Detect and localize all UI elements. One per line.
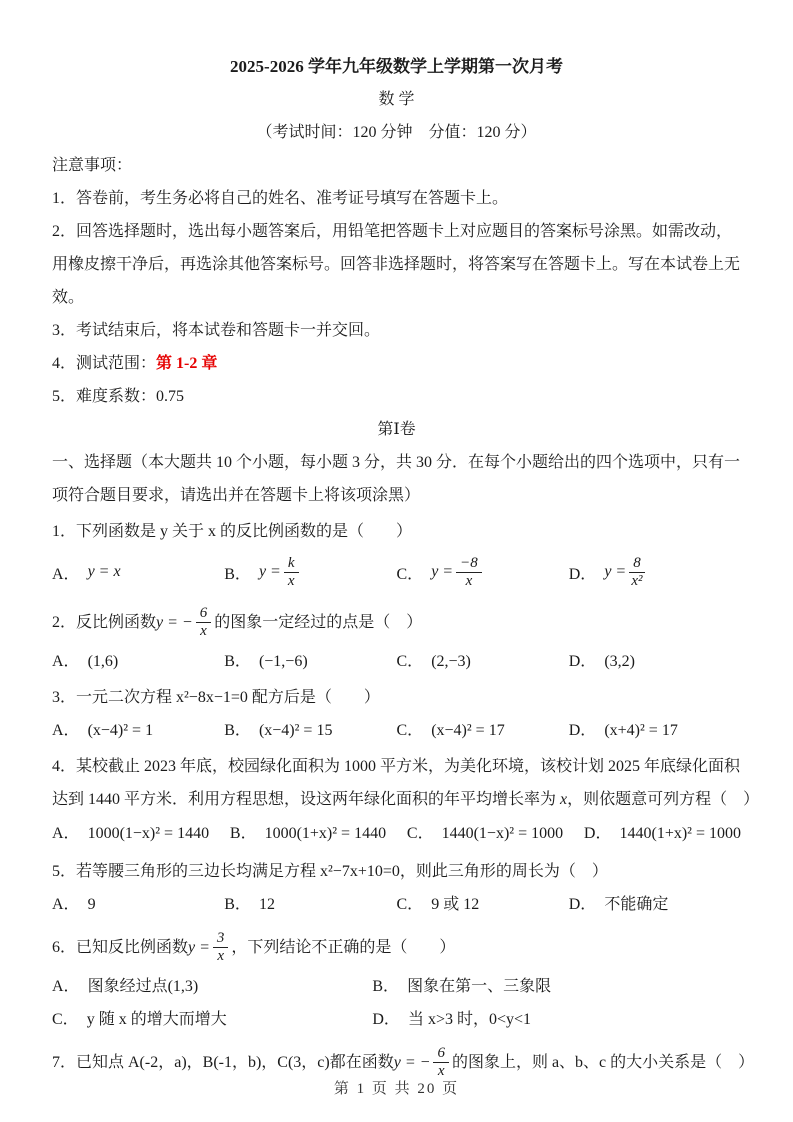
exam-subject: 数 学 (378, 91, 415, 108)
fraction: $\frac{3}{x}$ (213, 930, 229, 966)
exam-meta-time-score: （考试时间：120 分钟 分值：120 分） (256, 124, 537, 141)
fraction: $\frac{6}{x}$ (433, 1045, 449, 1081)
question-6-options-row1 (52, 970, 741, 1003)
question-2-options (52, 645, 741, 678)
q1-option-b: B． y = $\frac{k}{x}$ (224, 554, 396, 591)
question-5-stem: 5．若等腰三角形的三边长均满足方程 x²−7x+10=0，则此三角形的周长为（ ） (52, 863, 608, 880)
notice-item-5: 5．难度系数：0.75 (52, 388, 185, 405)
question-7-stem: 7．已知点 A(-2，a)，B(-1，b)，C(3，c)都在函数 y = − $\frac{6}{x}$ 的图象上，则 a、b、c 的大小关系是（ ） (52, 1044, 755, 1079)
notice-item-4 (52, 347, 741, 380)
notice-item-2-line3: 效。 (52, 289, 85, 306)
question-1 (52, 515, 741, 596)
section-1-intro-line2: 项符合题目要求，请选出并在答题卡上将该项涂黑） (52, 487, 421, 504)
question-5 (52, 855, 741, 921)
question-3-stem: 3．一元二次方程 x²−8x−1=0 配方后是（ ） (52, 689, 380, 706)
q3-option-c: C． (x−4)² = 17 (396, 722, 505, 739)
section-1-intro-line1: 一、选择题（本大题共 10 个小题，每小题 3 分，共 30 分．在每个小题给出的四个选项中，只有一 (52, 454, 741, 471)
question-4-stem-line1: 4．某校截止 2023 年底，校园绿化面积为 1000 平方米，为美化环境，该校计划 2025 年底绿化面积 (52, 758, 741, 775)
question-1-options (52, 548, 741, 596)
notice-item-2-line2: 用橡皮擦干净后，再选涂其他答案标号。回答非选择题时，将答案写在答题卡上。写在本试卷上无 (52, 256, 741, 273)
page-number-footer: 第 1 页 共 20 页 (333, 1081, 460, 1097)
q3-option-a: A． (x−4)² = 1 (52, 722, 154, 739)
question-2-stem: 2．反比例函数 y = − $\frac{6}{x}$ 的图象一定经过的点是（ ） (52, 604, 423, 639)
fraction: $\frac{6}{x}$ (196, 605, 212, 641)
fraction: $\frac{8}{\text{x²}}$ (629, 555, 645, 591)
question-6-stem: 6．已知反比例函数 y = $\frac{3}{x}$ ，下列结论不正确的是（ ） (52, 929, 456, 964)
q5-option-b: B． 12 (224, 896, 275, 913)
notice-item-3: 3．考试结束后，将本试卷和答题卡一并交回。 (52, 322, 381, 339)
question-5-options (52, 888, 741, 921)
q5-option-d: D． 不能确定 (568, 896, 669, 913)
exam-title: 2025-2026 学年九年级数学上学期第一次月考 (230, 57, 563, 76)
question-4-options (52, 816, 741, 852)
notice-heading: 注意事项： (52, 157, 133, 174)
q1-option-d: D． y = $\frac{8}{\text{x²}}$ (569, 554, 741, 591)
q2-option-b: B． (−1,−6) (224, 653, 308, 670)
q5-option-a: A． 9 (52, 896, 96, 913)
question-4-stem-line2: 达到 1440 平方米．利用方程思想，设这两年绿化面积的年平均增长率为 x，则依题意可列方程（ ） (52, 791, 760, 808)
q1-option-a: A． y = x (52, 563, 121, 583)
question-3-options (52, 714, 741, 747)
q5-option-c: C． 9 或 12 (396, 896, 480, 913)
question-6 (52, 924, 741, 1036)
question-1-stem: 1．下列函数是 y 关于 x 的反比例函数的是（ ） (52, 523, 413, 540)
notice-item-1: 1．答卷前，考生务必将自己的姓名、准考证号填写在答题卡上。 (52, 190, 509, 207)
q4-option-a: A． 1000(1−x)² = 1440 (52, 825, 210, 842)
q3-option-d: D． (x+4)² = 17 (568, 722, 678, 739)
q4-option-c: C． 1440(1−x)² = 1000 (406, 825, 564, 842)
q6-option-d: D． 当 x>3 时，0<y<1 (372, 1011, 532, 1028)
question-2 (52, 599, 741, 678)
q2-option-a: A． (1,6) (52, 653, 119, 670)
notice-item-4-prefix: 4．测试范围： (52, 355, 157, 372)
q2-option-c: C． (2,−3) (396, 653, 471, 670)
question-6-options-row2 (52, 1003, 741, 1036)
fraction: $\frac{k}{x}$ (284, 555, 299, 591)
q6-option-a: A． 图象经过点(1,3) (52, 978, 199, 995)
q6-option-b: B． 图象在第一、三象限 (372, 978, 552, 995)
notice-item-4-scope: 第 1-2 章 (156, 355, 218, 372)
q1-option-c: C． y = $\frac{-8}{x}$ (397, 554, 569, 591)
part-1-title: 第Ⅰ卷 (377, 421, 416, 438)
question-4 (52, 750, 760, 852)
notice-item-2-line1: 2．回答选择题时，选出每小题答案后，用铅笔把答题卡上对应题目的答案标号涂黑。如需改动， (52, 223, 733, 240)
q4-option-b: B． 1000(1+x)² = 1440 (229, 825, 387, 842)
question-3 (52, 681, 741, 747)
q6-option-c: C． y 随 x 的增大而增大 (52, 1011, 227, 1028)
q4-option-d: D． 1440(1+x)² = 1000 (583, 825, 741, 842)
q2-option-d: D． (3,2) (568, 653, 635, 670)
fraction: $\frac{-8}{x}$ (456, 555, 482, 591)
q3-option-b: B． (x−4)² = 15 (224, 722, 333, 739)
